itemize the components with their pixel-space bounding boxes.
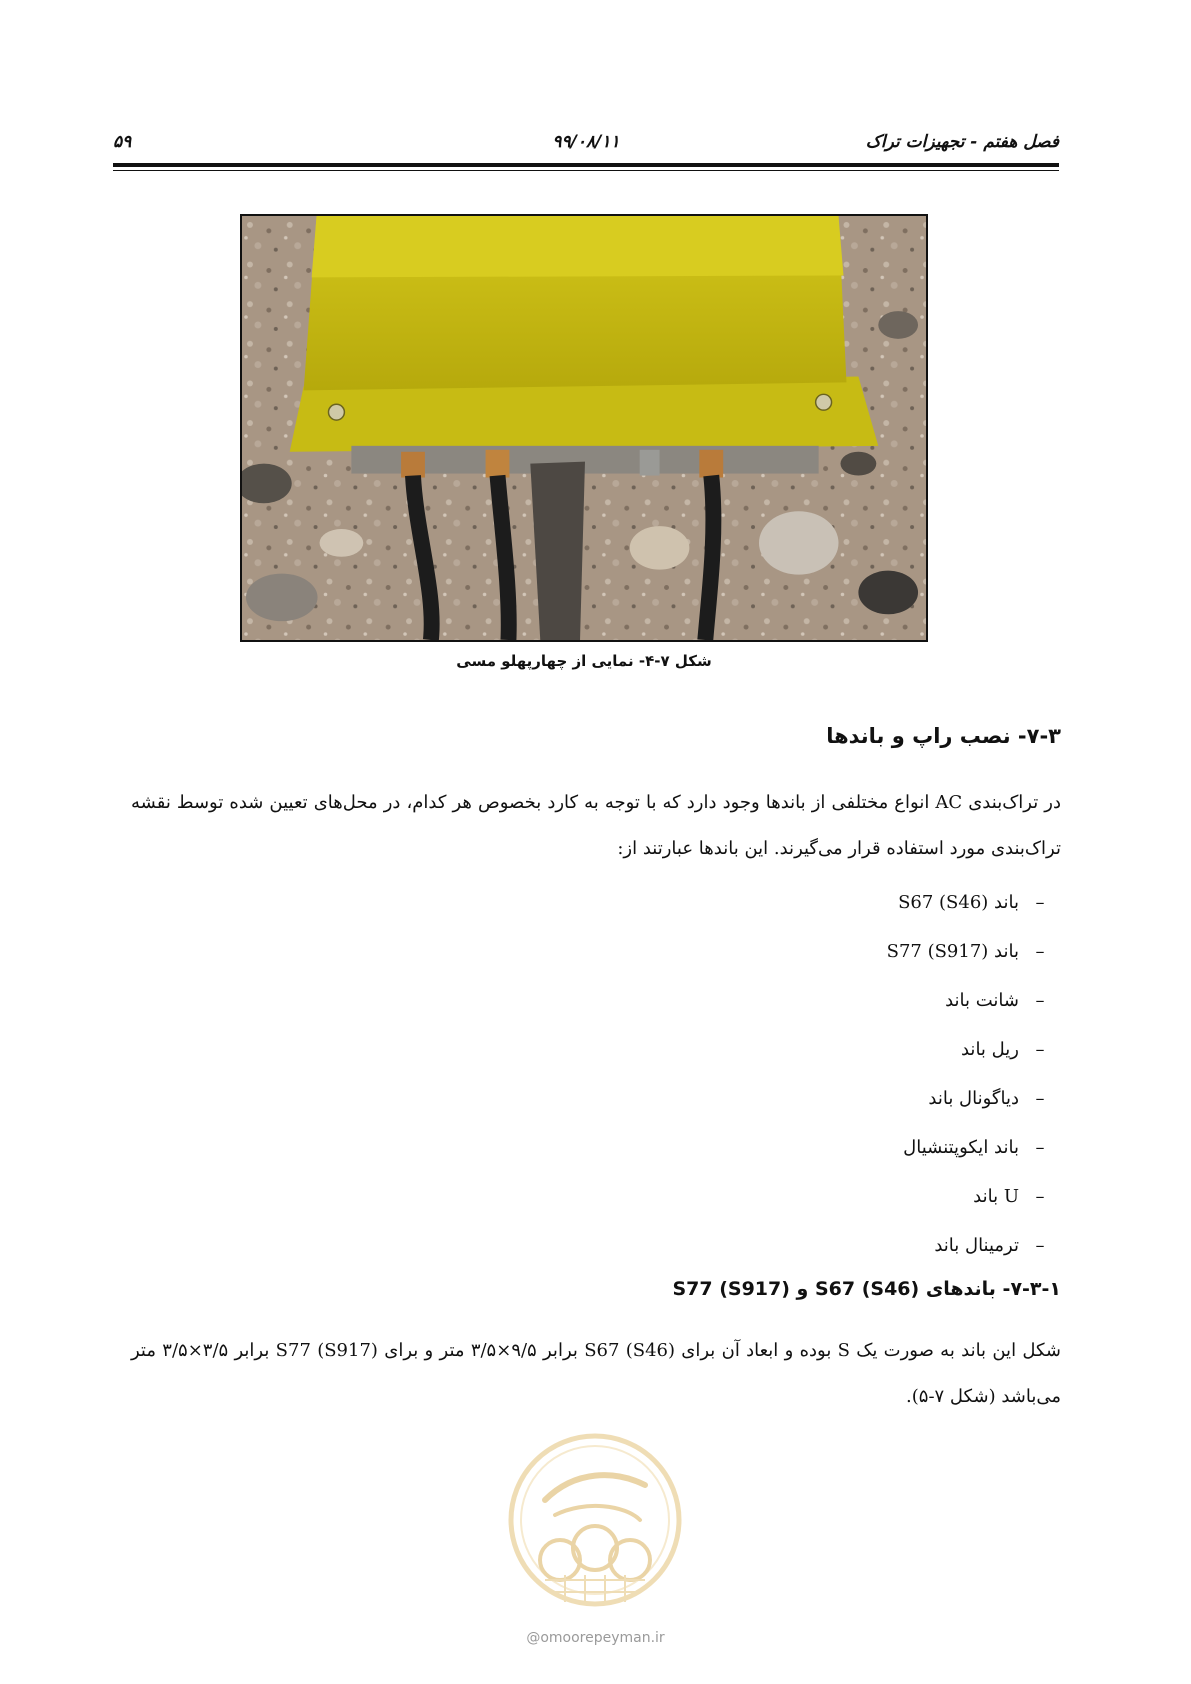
figure-caption: شکل ۷-۴- نمایی از چهارپهلو مسی xyxy=(456,652,712,670)
list-item: –باند S77 (S917) xyxy=(887,929,1061,978)
subsection-paragraph: شکل این باند به صورت یک S بوده و ابعاد آن برای S67 (S46) برابر ۹/۵×۳/۵ متر و برای S77 (S917) برابر ۳/۵×۳/۵ متر می‌باشد (شکل ۷-۵). xyxy=(131,1340,1062,1407)
list-item: –باند ایکوپتنشیال xyxy=(887,1125,1061,1174)
watermark-logo xyxy=(505,1430,685,1615)
header-rule-thin xyxy=(113,170,1059,171)
header-date: ۹۹/۰۸/۱۱ xyxy=(552,132,620,152)
page-number: ۵۹ xyxy=(113,132,132,152)
list-item: –دیاگونال باند xyxy=(887,1076,1061,1125)
chapter-title: فصل هفتم - تجهیزات تراک xyxy=(865,132,1059,152)
list-bullet: – xyxy=(1035,990,1045,1011)
list-bullet: – xyxy=(1035,1235,1045,1256)
list-item: –U باند xyxy=(887,1174,1061,1223)
list-bullet: – xyxy=(1035,1137,1045,1158)
list-bullet: – xyxy=(1035,892,1045,913)
section-paragraph: در تراک‌بندی AC انواع مختلفی از باندها وجود دارد که با توجه به کارد بخصوص هر کدام، در محل‌های تعیین شده توسط نقشه تراک‌بندی مورد استفاده قرار می‌گیرند. این باندها عبارتند از: xyxy=(131,792,1062,859)
list-item: –شانت باند xyxy=(887,978,1061,1027)
watermark-url: @omoorepeyman.ir xyxy=(526,1630,665,1646)
list-item: –ترمینال باند xyxy=(887,1223,1061,1272)
list-item: –ریل باند xyxy=(887,1027,1061,1076)
header-rule-thick xyxy=(113,163,1059,167)
list-bullet: – xyxy=(1035,1088,1045,1109)
list-bullet: – xyxy=(1035,1186,1045,1207)
list-bullet: – xyxy=(1035,941,1045,962)
page-header xyxy=(113,128,1059,158)
subsection-heading: ۷-۳-۱- باندهای S67 (S46) و S77 (S917) xyxy=(672,1278,1061,1300)
copper-box-photo xyxy=(240,214,928,642)
list-bullet: – xyxy=(1035,1039,1045,1060)
section-heading: ۷-۳- نصب راپ و باندها xyxy=(826,724,1061,748)
bond-list xyxy=(887,880,1061,1272)
list-item: –باند S67 (S46) xyxy=(887,880,1061,929)
